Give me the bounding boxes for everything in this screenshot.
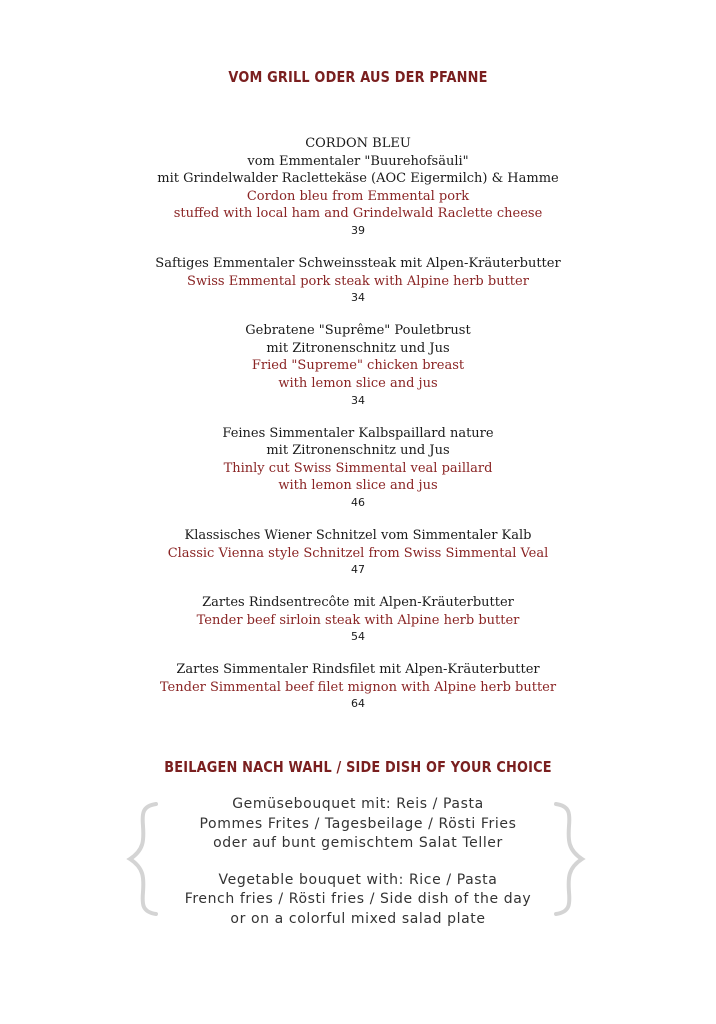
- dish-item: [0, 661, 716, 712]
- dish-name-de: Zartes Simmentaler Rindsfilet mit Alpen-Kräuterbutter: [176, 662, 540, 678]
- dish-item: [0, 527, 716, 578]
- dish-name-en: Classic Vienna style Schnitzel from Swiss Simmental Veal: [167, 545, 549, 561]
- dish-price: 46: [351, 495, 365, 509]
- dish-price: 34: [351, 291, 365, 305]
- sides-section-heading: BEILAGEN NACH WAHL / SIDE DISH OF YOUR CHOICE: [164, 758, 552, 776]
- dish-item: [0, 425, 716, 511]
- dish-name-de: Gebratene "Suprême" Pouletbrust: [245, 323, 471, 339]
- dish-name-de: mit Grindelwalder Raclettekäse (AOC Eigermilch) & Hamme: [157, 171, 559, 187]
- side-dish-line-de: Pommes Frites / Tagesbeilage / Rösti Fries: [199, 815, 517, 832]
- dish-list: [0, 135, 716, 728]
- dish-name-de: Saftiges Emmentaler Schweinssteak mit Alpen-Kräuterbutter: [155, 255, 561, 271]
- dish-price: 64: [351, 697, 365, 711]
- dish-name-en: Cordon bleu from Emmental pork: [246, 188, 470, 204]
- dish-name-de: CORDON BLEU: [305, 136, 411, 151]
- side-dish-line-en: or on a colorful mixed salad plate: [230, 910, 486, 927]
- dish-name-en: Tender beef sirloin steak with Alpine herb butter: [196, 612, 520, 628]
- dish-item: [0, 255, 716, 306]
- dish-name-de: Klassisches Wiener Schnitzel vom Simmentaler Kalb: [184, 527, 532, 543]
- dish-name-de: Feines Simmentaler Kalbspaillard nature: [222, 425, 494, 441]
- dish-name-en: Swiss Emmental pork steak with Alpine herb butter: [187, 273, 529, 289]
- dish-name-en: Fried "Supreme" chicken breast: [251, 358, 465, 374]
- dish-item: [0, 322, 716, 408]
- side-dish-line-de: Gemüsebouquet mit: Reis / Pasta: [232, 796, 484, 812]
- side-dish-line-de: oder auf bunt gemischtem Salat Teller: [213, 835, 503, 851]
- dish-item: [0, 594, 716, 645]
- dish-price: 39: [351, 223, 365, 237]
- dish-name-en: with lemon slice and jus: [278, 478, 438, 494]
- grill-section-heading: VOM GRILL ODER AUS DER PFANNE: [228, 68, 488, 86]
- dish-name-en: Thinly cut Swiss Simmental veal paillard: [223, 460, 493, 476]
- dish-name-de: Zartes Rindsentrecôte mit Alpen-Kräuterbutter: [202, 595, 514, 611]
- dish-price: 47: [351, 563, 365, 577]
- dish-name-de: mit Zitronenschnitz und Jus: [266, 443, 450, 459]
- side-dishes-block: [0, 795, 716, 929]
- dish-item: [0, 135, 716, 239]
- spacer: [0, 854, 716, 871]
- dish-name-de: mit Zitronenschnitz und Jus: [266, 340, 450, 356]
- dish-name-en: Tender Simmental beef filet mignon with Alpine herb butter: [159, 679, 557, 695]
- dish-price: 54: [351, 630, 365, 644]
- dish-name-en: stuffed with local ham and Grindelwald Raclette cheese: [173, 206, 543, 222]
- side-dish-line-en: Vegetable bouquet with: Rice / Pasta: [218, 871, 498, 888]
- dish-name-en: with lemon slice and jus: [278, 375, 438, 391]
- side-dish-line-en: French fries / Rösti fries / Side dish of the day: [184, 891, 532, 907]
- dish-name-de: vom Emmentaler "Buurehofsäuli": [247, 153, 469, 169]
- dish-price: 34: [351, 393, 365, 407]
